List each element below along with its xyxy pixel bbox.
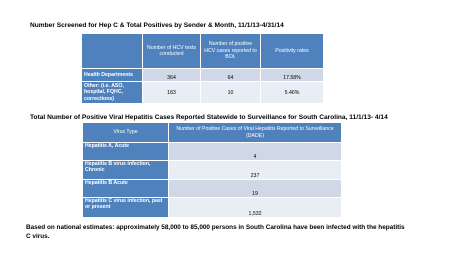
column-header-virus-type: Virus Type: [83, 123, 169, 143]
cell-rate: 5.46%: [261, 82, 324, 104]
cell-tests: 364: [143, 69, 201, 82]
table-row: [83, 180, 342, 198]
hcv-screening-table: [81, 33, 324, 104]
table-row: [82, 69, 324, 82]
column-header-positive: Number of positive HCV cases reported to BOL: [201, 34, 261, 69]
table-row: [83, 143, 342, 161]
row-label: Hepatitis B Acute: [83, 180, 169, 198]
cell-cases: 237: [169, 161, 342, 180]
column-header: [82, 34, 143, 69]
table-header-row: [82, 34, 324, 69]
viral-hepatitis-cases-table: [82, 122, 342, 218]
row-label: Health Departments: [82, 69, 143, 82]
row-label: Other: (i.e. ASO, hospital, FQHC, corrections): [82, 82, 143, 104]
cell-cases: 1,532: [169, 198, 342, 218]
column-header-cases: Number of Positive Cases of Viral Hepatitis Reported to Surveillance (DADE): [169, 123, 342, 143]
row-label: Hepatitis A, Acute: [83, 143, 169, 161]
table-row: [83, 198, 342, 218]
table-row: [82, 82, 324, 104]
column-header-rate: Positivity rates: [261, 34, 324, 69]
column-header-tests: Number of HCV tests conducted: [143, 34, 201, 69]
row-label: Hepatitis B virus infection, Chronic: [83, 161, 169, 180]
table-header-row: [83, 123, 342, 143]
cell-positive: 64: [201, 69, 261, 82]
cell-rate: 17.58%: [261, 69, 324, 82]
table2-title: Total Number of Positive Viral Hepatitis Cases Reported Statewide to Surveillance for South Carolina, 11/1/13- 4/14: [30, 114, 388, 121]
footer-note: Based on national estimates: approximately 58,000 to 85,000 persons in South Carolina have been infected with the hepatitis C virus.: [26, 224, 405, 240]
cell-tests: 183: [143, 82, 201, 104]
table-row: [83, 161, 342, 180]
row-label: Hepatitis C virus infection, past or present: [83, 198, 169, 218]
cell-cases: 19: [169, 180, 342, 198]
cell-positive: 10: [201, 82, 261, 104]
table1-title: Number Screened for Hep C & Total Positives by Sender & Month, 11/1/13-4/31/14: [30, 22, 284, 29]
cell-cases: 4: [169, 143, 342, 161]
